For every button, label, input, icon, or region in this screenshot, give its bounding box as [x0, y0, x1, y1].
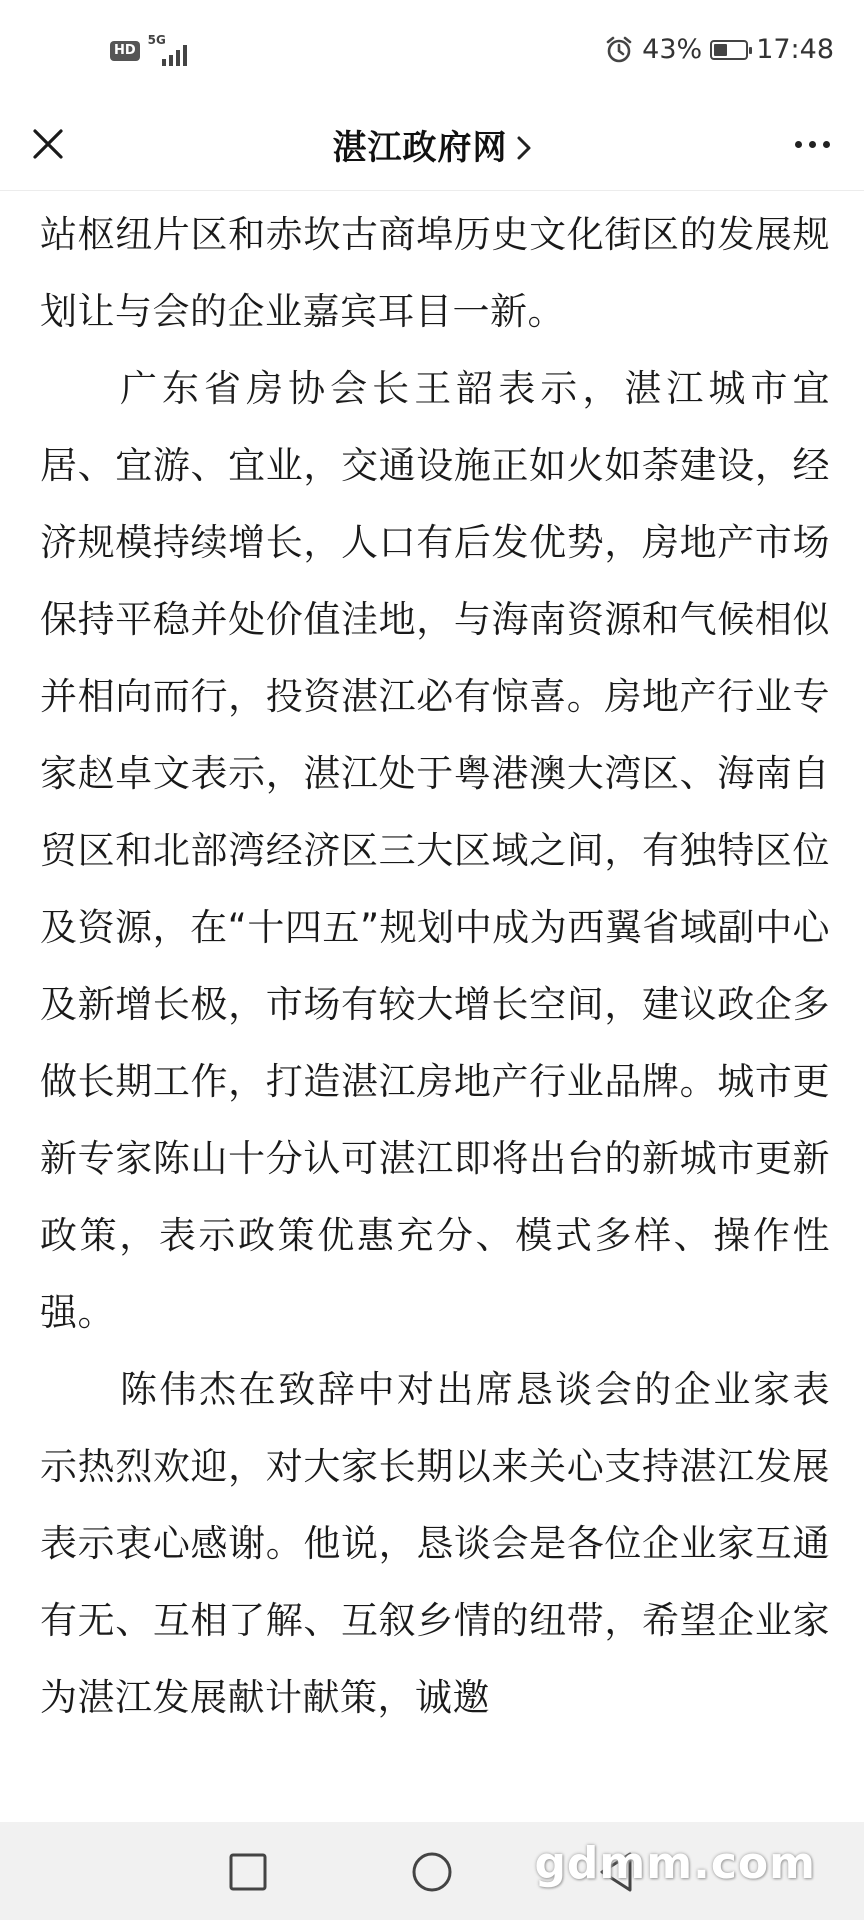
chevron-right-icon: [516, 130, 532, 170]
signal-bars-icon: [160, 44, 190, 66]
battery-icon: [710, 40, 748, 60]
battery-nub: [749, 47, 752, 54]
watermark: gdmm.com: [534, 1838, 816, 1889]
recent-apps-button[interactable]: [216, 1840, 280, 1904]
battery-percent: 43%: [642, 34, 703, 65]
article-paragraph: 陈伟杰在致辞中对出席恳谈会的企业家表示热烈欢迎，对大家长期以来关心支持湛江发展表示衷心感谢。他说，恳谈会是各位企业家互通有无、互相了解、互叙乡情的纽带，希望企业家为湛江发展献计献策，诚邀: [40, 1368, 830, 1719]
status-right: [604, 34, 834, 65]
more-icon: [795, 141, 802, 148]
article-paragraph: 站枢纽片区和赤坎古商埠历史文化街区的发展规划让与会的企业嘉宾耳目一新。: [40, 213, 830, 333]
signal-icon: [146, 33, 192, 66]
page-title: 湛江政府网: [332, 128, 508, 168]
clock-time: 17:48: [756, 34, 834, 65]
more-button[interactable]: [780, 116, 844, 172]
system-navigation-bar: [0, 1822, 864, 1920]
home-button[interactable]: [400, 1840, 464, 1904]
network-type-label: 5G: [147, 33, 166, 47]
nav-bar: [0, 100, 864, 191]
more-icon-dot: [809, 141, 816, 148]
status-left: [110, 33, 192, 66]
more-icon-dot: [823, 141, 830, 148]
circle-home-icon: [410, 1850, 454, 1894]
battery-level-fill: [714, 44, 727, 56]
alarm-icon: [604, 35, 634, 65]
account-title-link[interactable]: [0, 120, 864, 170]
hd-icon: HD: [110, 41, 140, 61]
article-body: [40, 196, 830, 1816]
square-recent-icon: [228, 1852, 268, 1892]
status-bar: [0, 0, 864, 100]
article-paragraph: 广东省房协会长王韶表示，湛江城市宜居、宜游、宜业，交通设施正如火如荼建设，经济规模持续增长，人口有后发优势，房地产市场保持平稳并处价值洼地，与海南资源和气候相似并相向而行，投资湛江必有惊喜。房地产行业专家赵卓文表示，湛江处于粤港澳大湾区、海南自贸区和北部湾经济区三大区域之间，有独特区位及资源，在“十四五”规划中成为西翼省域副中心及新增长极，市场有较大增长空间，建议政企多做长期工作，打造湛江房地产行业品牌。城市更新专家陈山十分认可湛江即将出台的新城市更新政策，表示政策优惠充分、模式多样、操作性强。: [40, 367, 830, 1334]
